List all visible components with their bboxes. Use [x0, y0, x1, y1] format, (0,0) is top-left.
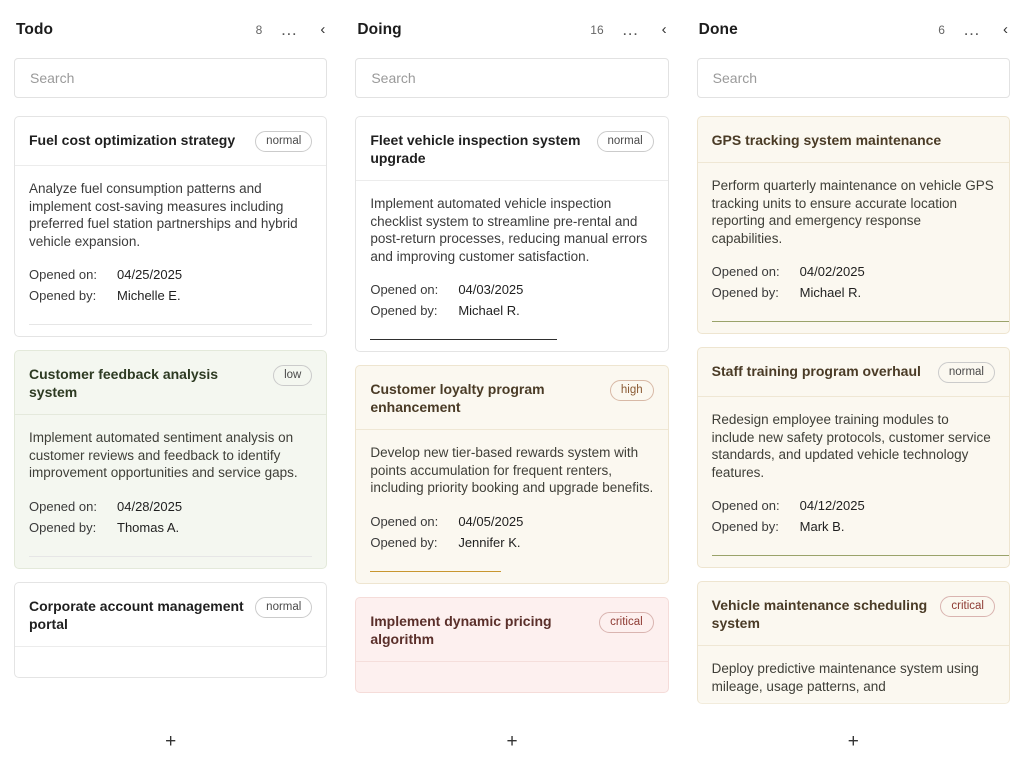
card-list — [14, 116, 327, 714]
meta-opened-by — [370, 532, 653, 553]
card-progress-rule — [712, 321, 1010, 322]
column-card-count: 6 — [938, 23, 945, 37]
card-body — [356, 662, 667, 692]
meta-value: Michael R. — [799, 285, 862, 300]
card-body — [15, 647, 326, 677]
priority-badge: normal — [255, 131, 312, 152]
card-header — [356, 366, 667, 430]
meta-label: Opened on: — [370, 513, 439, 529]
column-menu-icon[interactable]: … — [621, 20, 640, 39]
card-progress-rule — [29, 556, 312, 557]
card-body — [698, 397, 1009, 545]
meta-value: 04/28/2025 — [117, 498, 183, 514]
priority-badge: normal — [938, 362, 995, 383]
card[interactable] — [14, 116, 327, 337]
meta-opened-on — [370, 279, 653, 300]
meta-label: Opened by: — [29, 288, 97, 303]
card-list — [697, 116, 1010, 714]
card-progress-rule — [370, 339, 557, 340]
search-box[interactable] — [355, 58, 668, 98]
meta-opened-by — [712, 516, 995, 537]
card-body — [356, 430, 667, 561]
column-done — [683, 0, 1024, 768]
column-header-todo — [14, 14, 327, 46]
card-title: Corporate account management portal — [29, 597, 244, 632]
meta-value: Thomas A. — [117, 519, 180, 535]
meta-label: Opened by: — [711, 285, 779, 300]
column-title: Todo — [16, 21, 54, 38]
column-header-done — [697, 14, 1010, 46]
card-title: Vehicle maintenance scheduling system — [711, 597, 928, 631]
card-title: Customer loyalty program enhancement — [370, 381, 545, 415]
priority-badge: critical — [940, 596, 995, 617]
meta-value: Mark B. — [799, 519, 845, 534]
column-title: Doing — [357, 21, 402, 38]
card-meta — [370, 511, 653, 553]
card-header — [698, 348, 1009, 397]
card-meta — [29, 496, 312, 538]
priority-badge: critical — [599, 612, 654, 633]
add-card-button[interactable]: + — [506, 730, 518, 752]
search-input[interactable] — [369, 69, 654, 87]
meta-opened-on — [29, 496, 312, 517]
column-title: Done — [698, 21, 738, 38]
card[interactable] — [14, 582, 327, 678]
meta-value: Michelle E. — [117, 288, 181, 303]
meta-value: 04/02/2025 — [799, 264, 865, 279]
card-description: Deploy predictive maintenance system using mileage, usage patterns, and — [711, 661, 979, 694]
card-description: Analyze fuel consumption patterns and implement cost-saving measures including preferred fuel station partnerships and hybrid vehicle expansion. — [29, 181, 298, 249]
meta-label: Opened on: — [711, 498, 780, 513]
column-menu-icon[interactable]: … — [280, 20, 299, 39]
priority-badge: normal — [597, 131, 654, 152]
priority-badge: high — [610, 380, 654, 401]
card[interactable] — [697, 116, 1010, 334]
card-header — [15, 583, 326, 647]
card-description: Redesign employee training modules to include new safety protocols, customer service standards, and updated vehicle technology features. — [711, 412, 991, 480]
card[interactable] — [355, 365, 668, 584]
card-list — [355, 116, 668, 714]
card-progress-rule — [29, 324, 312, 325]
meta-label: Opened by: — [711, 519, 779, 534]
column-collapse-icon[interactable]: ‹ — [1002, 21, 1008, 38]
card-title: Staff training program overhaul — [711, 363, 921, 379]
meta-opened-on — [712, 261, 995, 282]
card[interactable] — [697, 347, 1010, 568]
meta-label: Opened by: — [370, 303, 438, 318]
card-title: Customer feedback analysis system — [29, 366, 219, 400]
meta-label: Opened by: — [370, 534, 438, 550]
column-card-count: 8 — [255, 23, 263, 37]
card-progress-rule — [370, 571, 501, 572]
meta-value: 04/12/2025 — [799, 498, 865, 513]
card-title: GPS tracking system maintenance — [711, 132, 942, 148]
card[interactable] — [14, 350, 327, 569]
meta-opened-on — [29, 264, 312, 285]
card-header — [698, 582, 1009, 646]
card-header — [15, 117, 326, 166]
meta-label: Opened on: — [711, 264, 780, 279]
card-progress-rule — [712, 555, 1010, 556]
card-meta — [712, 495, 995, 537]
priority-badge: low — [273, 365, 312, 386]
card[interactable] — [355, 597, 668, 693]
card-meta — [29, 264, 312, 306]
meta-opened-by — [29, 285, 312, 306]
card-title: Implement dynamic pricing algorithm — [370, 612, 552, 647]
search-box[interactable] — [697, 58, 1010, 98]
add-card-button[interactable]: + — [165, 730, 177, 752]
column-footer — [355, 714, 668, 768]
card-description: Implement automated sentiment analysis on customer reviews and feedback to identify improvement opportunities and service gaps. — [29, 430, 298, 480]
card-title: Fuel cost optimization strategy — [29, 132, 236, 148]
card-body — [698, 163, 1009, 311]
meta-value: 04/03/2025 — [458, 282, 524, 297]
card-meta — [712, 261, 995, 303]
meta-opened-by — [712, 282, 995, 303]
column-doing — [341, 0, 682, 768]
card-description: Implement automated vehicle inspection checklist system to streamline pre-rental and post-return processes, reducing manual errors and improving customer satisfaction. — [370, 196, 648, 264]
search-input[interactable] — [711, 69, 996, 87]
search-input[interactable] — [28, 69, 313, 87]
card-title: Fleet vehicle inspection system upgrade — [370, 132, 581, 166]
meta-opened-by — [29, 517, 312, 538]
priority-badge: normal — [255, 597, 312, 618]
meta-opened-by — [370, 300, 653, 321]
meta-value: Jennifer K. — [458, 534, 521, 550]
column-footer — [14, 714, 327, 768]
card-meta — [370, 279, 653, 321]
card-body — [698, 646, 1009, 703]
column-collapse-icon[interactable]: ‹ — [661, 21, 667, 38]
card-description: Develop new tier-based rewards system with points accumulation for frequent renters, including priority booking and upgrade benefits. — [370, 445, 654, 495]
card-body — [356, 181, 667, 329]
column-footer — [697, 714, 1010, 768]
meta-label: Opened on: — [370, 282, 439, 297]
add-card-button[interactable]: + — [847, 730, 859, 752]
card-header — [15, 351, 326, 415]
column-header-doing — [355, 14, 668, 46]
meta-value: Michael R. — [458, 303, 520, 318]
card-header — [356, 117, 667, 181]
meta-opened-on — [370, 511, 653, 532]
meta-opened-on — [712, 495, 995, 516]
card-header — [356, 598, 667, 662]
column-todo — [0, 0, 341, 768]
meta-value: 04/25/2025 — [117, 267, 183, 282]
meta-label: Opened by: — [29, 519, 97, 535]
card[interactable] — [355, 116, 668, 352]
column-card-count: 16 — [590, 23, 604, 37]
card-header — [698, 117, 1009, 163]
card-body — [15, 166, 326, 314]
card[interactable] — [697, 581, 1010, 704]
card-body — [15, 415, 326, 546]
search-box[interactable] — [14, 58, 327, 98]
column-menu-icon[interactable]: … — [962, 20, 981, 39]
column-collapse-icon[interactable]: ‹ — [320, 21, 326, 38]
meta-label: Opened on: — [29, 267, 97, 282]
card-description: Perform quarterly maintenance on vehicle GPS tracking units to ensure accurate location reporting and emergency response capabilities. — [711, 178, 994, 246]
meta-label: Opened on: — [29, 498, 97, 514]
meta-value: 04/05/2025 — [458, 513, 524, 529]
